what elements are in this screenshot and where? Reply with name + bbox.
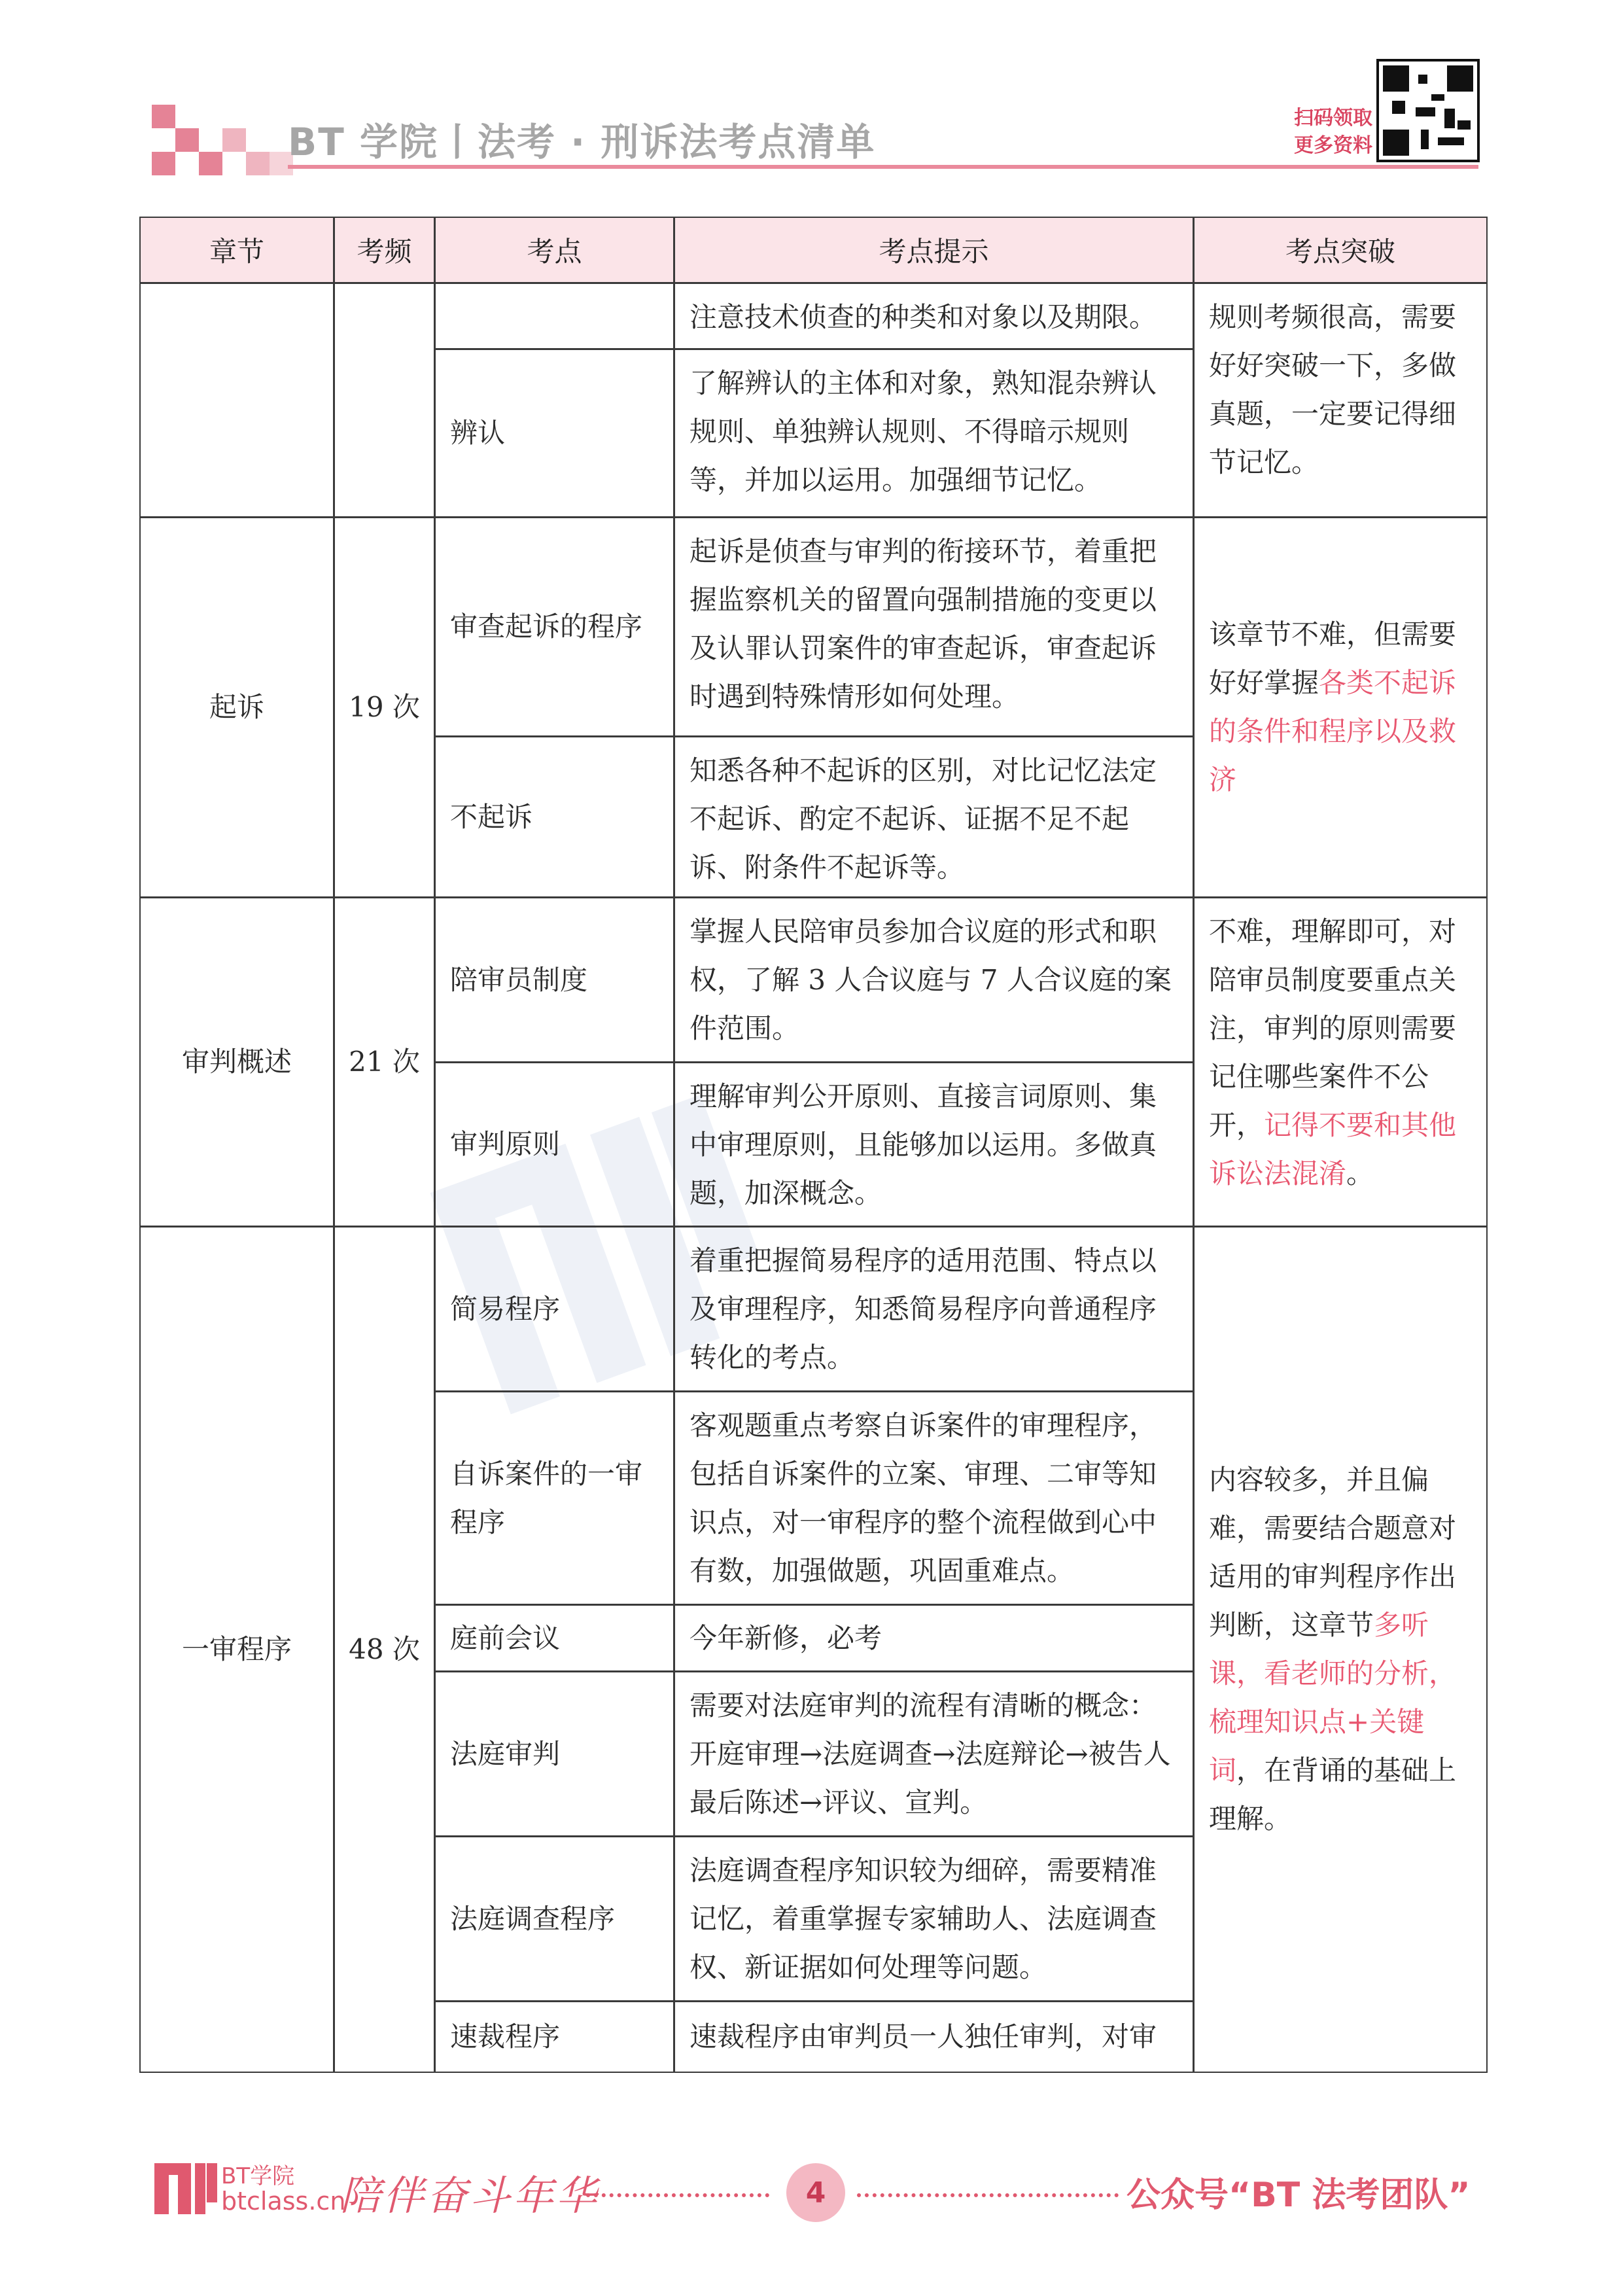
frequency-value: 48 次 xyxy=(349,1633,420,1665)
table-cell-breakthrough xyxy=(1193,283,1488,518)
table-cell-hint xyxy=(674,349,1194,518)
table-cell-frequency xyxy=(334,1226,435,2073)
footer-divider-right xyxy=(857,2193,1119,2197)
table-cell-point xyxy=(434,736,674,898)
table-cell-chapter xyxy=(139,283,334,518)
hint-text: 客观题重点考察自诉案件的审理程序，包括自诉案件的立案、审理、二审等知识点，对一审程序的整个流程做到心中有数，加强做题，巩固重难点。 xyxy=(689,1409,1157,1587)
table-cell-hint xyxy=(674,897,1194,1063)
table-cell-point xyxy=(434,1062,674,1227)
table-cell-frequency xyxy=(334,517,435,898)
col-header-breakthrough: 考点突破 xyxy=(1193,217,1488,283)
qr-code[interactable] xyxy=(1376,59,1480,162)
hint-text: 理解审判公开原则、直接言词原则、集中审理原则，且能够加以运用。多做真题，加深概念。 xyxy=(689,1080,1157,1209)
chapter-name: 一审程序 xyxy=(181,1633,292,1665)
col-header-frequency: 考频 xyxy=(334,217,435,283)
table-cell-point xyxy=(434,897,674,1063)
table-cell-hint xyxy=(674,517,1194,737)
hint-text: 起诉是侦查与审判的衔接环节，着重把握监察机关的留置向强制措施的变更以及认罪认罚案件的审查起诉，审查起诉时遇到特殊情形如何处理。 xyxy=(689,535,1157,713)
table-cell-point xyxy=(434,1391,674,1605)
table-cell-hint xyxy=(674,1836,1194,2002)
table-cell-point xyxy=(434,1226,674,1392)
table-cell-point xyxy=(434,349,674,518)
col-header-chapter: 章节 xyxy=(139,217,334,283)
scan-line-2: 更多资料 xyxy=(1294,134,1372,157)
hint-text: 注意技术侦查的种类和对象以及期限。 xyxy=(689,301,1157,333)
hint-text: 速裁程序由审判员一人独任审判，对审 xyxy=(689,2021,1157,2053)
page-title: BT 学院丨法考 · 刑诉法考点清单 xyxy=(288,120,876,164)
breakthrough-text: 规则考频很高，需要好好突破一下，多做真题，一定要记得细节记忆。 xyxy=(1209,301,1457,478)
chapter-name: 审判概述 xyxy=(181,1046,292,1078)
footer-brand: BT学院 xyxy=(221,2163,295,2189)
table-cell-hint xyxy=(674,1062,1194,1227)
hint-text: 着重把握简易程序的适用范围、特点以及审理程序，知悉简易程序向普通程序转化的考点。 xyxy=(689,1245,1157,1373)
table-cell-hint xyxy=(674,2001,1194,2073)
scan-prompt xyxy=(1274,105,1372,160)
breakthrough-text: 该章节不难，但需要好好掌握各类不起诉的条件和程序以及救济 xyxy=(1209,618,1457,796)
table-cell-breakthrough xyxy=(1193,517,1488,898)
point-name: 辨认 xyxy=(450,417,506,449)
chapter-name: 起诉 xyxy=(209,691,264,723)
hint-text: 了解辨认的主体和对象，熟知混杂辨认规则、单独辨认规则、不得暗示规则等，并加以运用。加强细节记忆。 xyxy=(689,367,1157,496)
table-cell-chapter xyxy=(139,517,334,898)
hint-text: 法庭调查程序知识较为细碎，需要精准记忆，着重掌握专家辅助人、法庭调查权、新证据如何处理等问题。 xyxy=(689,1854,1157,1983)
table-cell-point xyxy=(434,283,674,349)
table-cell-hint xyxy=(674,1671,1194,1837)
table-cell-chapter xyxy=(139,1226,334,2073)
hint-text: 今年新修，必考 xyxy=(689,1621,882,1654)
hint-text: 需要对法庭审判的流程有清晰的概念：开庭审理→法庭调查→法庭辩论→被告人最后陈述→评议、宣判。 xyxy=(689,1689,1171,1818)
hint-text: 掌握人民陪审员参加合议庭的形式和职权，了解 3 人合议庭与 7 人合议庭的案件范围。 xyxy=(689,915,1172,1044)
frequency-value: 21 次 xyxy=(349,1046,420,1078)
breakthrough-text: 不难，理解即可，对陪审员制度要重点关注，审判的原则需要记住哪些案件不公开，记得不要和其他诉讼法混淆。 xyxy=(1209,915,1457,1190)
hint-text: 知悉各种不起诉的区别，对比记忆法定不起诉、酌定不起诉、证据不足不起诉、附条件不起诉等。 xyxy=(689,754,1157,883)
point-name: 不起诉 xyxy=(450,800,533,833)
breakthrough-text: 内容较多，并且偏难，需要结合题意对适用的审判程序作出判断，这章节多听课，看老师的分析，梳理知识点+关键词，在背诵的基础上理解。 xyxy=(1209,1464,1457,1835)
header-divider xyxy=(288,165,1478,169)
table-cell-point xyxy=(434,2001,674,2073)
frequency-value: 19 次 xyxy=(349,691,420,723)
table-cell-point xyxy=(434,517,674,737)
point-name: 法庭调查程序 xyxy=(450,1902,616,1935)
footer-site[interactable]: btclass.cn xyxy=(221,2187,346,2216)
footer-slogan: 陪伴奋斗年华 xyxy=(340,2172,600,2219)
table-cell-hint xyxy=(674,1604,1194,1672)
col-header-point: 考点 xyxy=(434,217,674,283)
table-cell-point xyxy=(434,1671,674,1837)
exam-points-table xyxy=(140,217,1488,2073)
footer-divider-left xyxy=(586,2193,769,2197)
table-cell-hint xyxy=(674,283,1194,349)
point-name: 简易程序 xyxy=(450,1292,561,1325)
table-cell-breakthrough xyxy=(1193,897,1488,1227)
brand-pixel-logo xyxy=(152,105,296,175)
bt-logo-icon xyxy=(154,2159,217,2216)
col-header-hint: 考点提示 xyxy=(674,217,1194,283)
table-cell-frequency xyxy=(334,897,435,1227)
table-cell-point xyxy=(434,1836,674,2002)
table-cell-hint xyxy=(674,736,1194,898)
page-number: 4 xyxy=(786,2163,845,2222)
table-cell-chapter xyxy=(139,897,334,1227)
point-name: 审判原则 xyxy=(450,1128,561,1160)
table-cell-point xyxy=(434,1604,674,1672)
point-name: 审查起诉的程序 xyxy=(450,610,643,643)
point-name: 庭前会议 xyxy=(450,1621,561,1654)
table-cell-hint xyxy=(674,1391,1194,1605)
page-header xyxy=(0,0,1623,190)
table-cell-breakthrough xyxy=(1193,1226,1488,2073)
page-footer xyxy=(0,2133,1623,2244)
footer-wechat: 公众号“BT 法考团队” xyxy=(1126,2176,1471,2215)
table-cell-frequency xyxy=(334,283,435,518)
point-name: 法庭审判 xyxy=(450,1737,561,1770)
scan-line-1: 扫码领取 xyxy=(1294,107,1372,130)
point-name: 自诉案件的一审程序 xyxy=(450,1457,643,1538)
point-name: 陪审员制度 xyxy=(450,963,588,996)
table-cell-hint xyxy=(674,1226,1194,1392)
point-name: 速裁程序 xyxy=(450,2021,561,2053)
